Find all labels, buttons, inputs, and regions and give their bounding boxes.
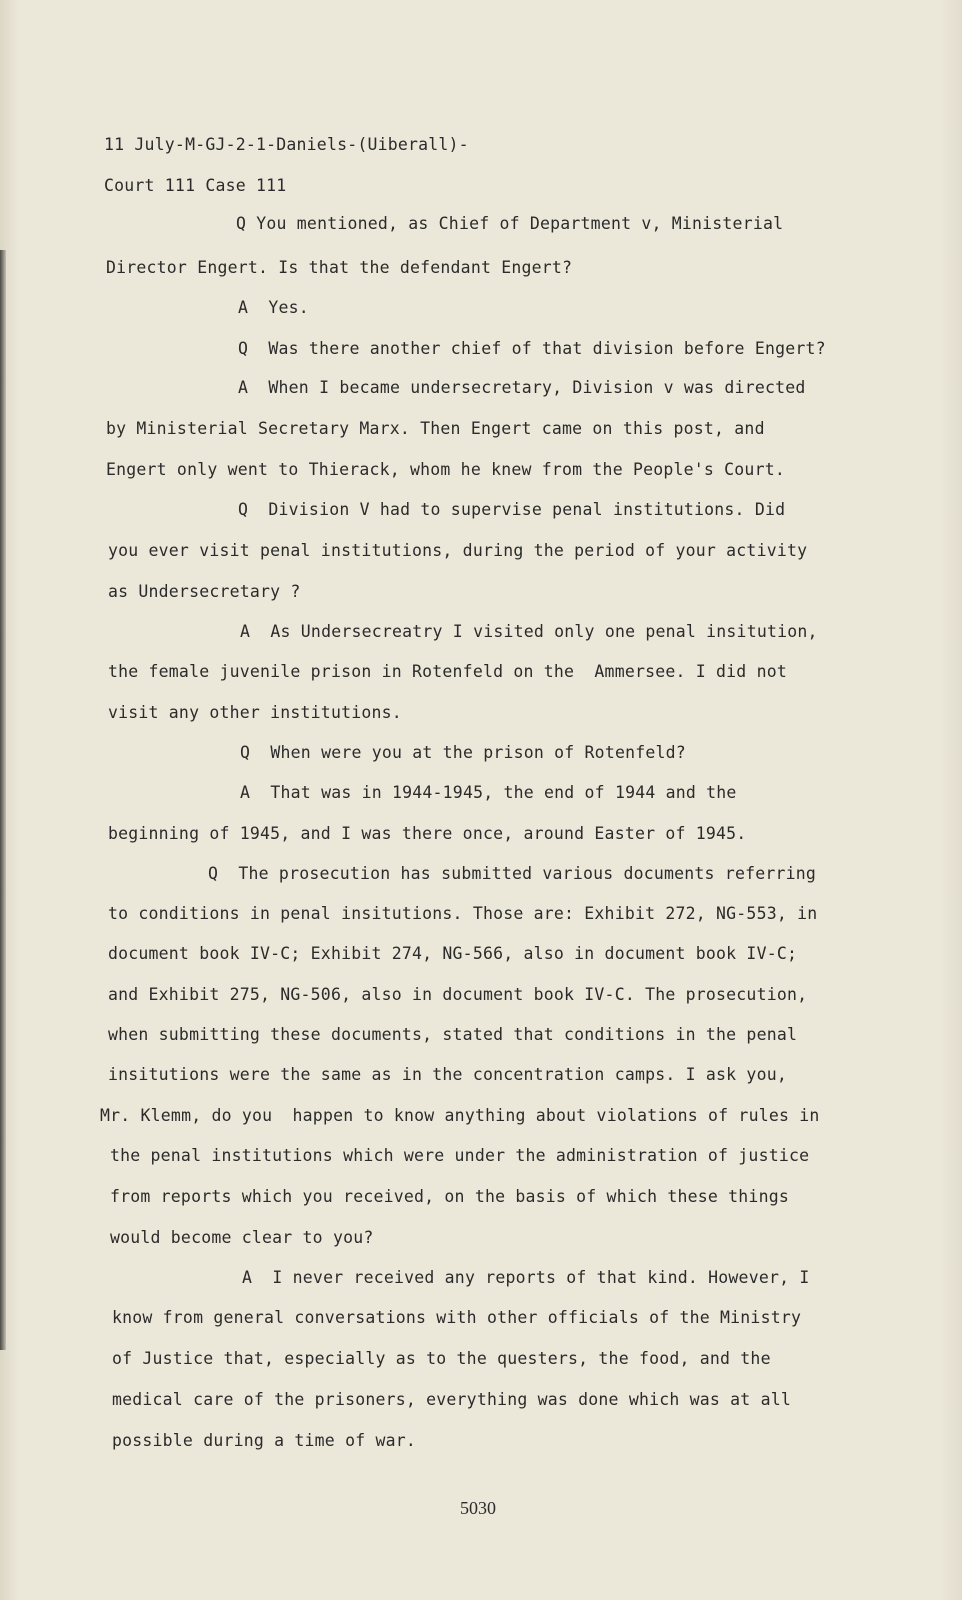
body-line: A As Undersecreatry I visited only one penal insitution, <box>240 622 818 641</box>
body-line: Q The prosecution has submitted various documents referring <box>208 864 817 883</box>
header-line-2: Court 111 Case 111 <box>104 176 287 195</box>
body-line: Q Division V had to supervise penal institutions. Did <box>238 500 786 519</box>
header-line-1: 11 July-M-GJ-2-1-Daniels-(Uiberall)- <box>104 135 469 154</box>
body-line: Director Engert. Is that the defendant Engert? <box>106 258 573 277</box>
body-line: the penal institutions which were under the administration of justice <box>110 1146 810 1165</box>
body-line: by Ministerial Secretary Marx. Then Engert came on this post, and <box>106 419 765 438</box>
body-line: Q Was there another chief of that division before Engert? <box>238 339 826 358</box>
page-number: 5030 <box>460 1498 496 1518</box>
body-line: you ever visit penal institutions, during the period of your activity <box>108 541 808 560</box>
body-line: to conditions in penal insitutions. Those are: Exhibit 272, NG-553, in <box>108 904 818 923</box>
body-line: as Undersecretary ? <box>108 582 301 601</box>
body-line: Q You mentioned, as Chief of Department v, Ministerial <box>236 214 784 233</box>
body-line: the female juvenile prison in Rotenfeld on the Ammersee. I did not <box>108 662 787 681</box>
body-line: A That was in 1944-1945, the end of 1944 and the <box>240 783 737 802</box>
body-line: beginning of 1945, and I was there once, around Easter of 1945. <box>108 824 747 843</box>
body-line: and Exhibit 275, NG-506, also in document book IV-C. The prosecution, <box>108 985 808 1004</box>
body-line: know from general conversations with other officials of the Ministry <box>112 1308 802 1327</box>
body-line: medical care of the prisoners, everything was done which was at all <box>112 1390 791 1409</box>
body-line: Mr. Klemm, do you happen to know anything about violations of rules in <box>100 1106 820 1125</box>
body-line: A When I became undersecretary, Division v was directed <box>238 378 806 397</box>
body-line: visit any other institutions. <box>108 703 402 722</box>
body-line: from reports which you received, on the basis of which these things <box>110 1187 789 1206</box>
body-line: of Justice that, especially as to the questers, the food, and the <box>112 1349 771 1368</box>
body-line: possible during a time of war. <box>112 1431 417 1450</box>
body-line: Engert only went to Thierack, whom he knew from the People's Court. <box>106 460 785 479</box>
body-line: document book IV-C; Exhibit 274, NG-566, also in document book IV-C; <box>108 944 798 963</box>
body-line: when submitting these documents, stated that conditions in the penal <box>108 1025 798 1044</box>
body-line: would become clear to you? <box>110 1228 374 1247</box>
body-line: Q When were you at the prison of Rotenfeld? <box>240 743 686 762</box>
body-line: A Yes. <box>238 298 309 317</box>
page-edge-shadow <box>0 250 6 1350</box>
body-line: A I never received any reports of that kind. However, I <box>242 1268 810 1287</box>
body-line: insitutions were the same as in the concentration camps. I ask you, <box>108 1065 787 1084</box>
